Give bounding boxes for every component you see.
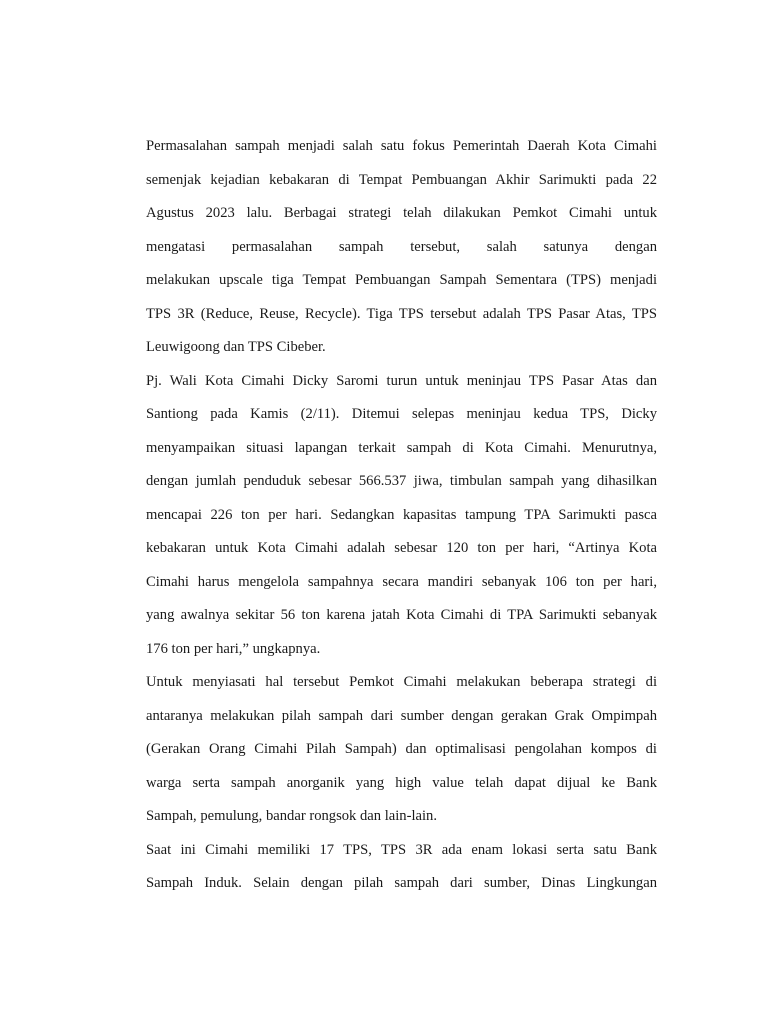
text-line: mengatasi permasalahan sampah tersebut, salah satunya dengan bbox=[146, 238, 657, 255]
text-line: (Gerakan Orang Cimahi Pilah Sampah) dan optimalisasi pengolahan kompos di bbox=[146, 741, 657, 757]
text-line: menyampaikan situasi lapangan terkait sampah di Kota Cimahi. Menurutnya, bbox=[146, 439, 657, 456]
paragraph bbox=[146, 130, 657, 365]
text-line: Pj. Wali Kota Cimahi Dicky Saromi turun untuk meninjau TPS Pasar Atas dan bbox=[146, 372, 657, 389]
text-line: semenjak kejadian kebakaran di Tempat Pembuangan Akhir Sarimukti pada 22 bbox=[146, 171, 657, 188]
text-line: dengan jumlah penduduk sebesar 566.537 jiwa, timbulan sampah yang dihasilkan bbox=[146, 473, 657, 489]
paragraph bbox=[146, 365, 657, 667]
text-line: TPS 3R (Reduce, Reuse, Recycle). Tiga TPS tersebut adalah TPS Pasar Atas, TPS bbox=[146, 305, 657, 322]
text-line: warga serta sampah anorganik yang high value telah dapat dijual ke Bank bbox=[146, 774, 657, 791]
text-line: yang awalnya sekitar 56 ton karena jatah Kota Cimahi di TPA Sarimukti sebanyak bbox=[146, 607, 657, 623]
paragraph bbox=[146, 666, 657, 834]
text-line: Santiong pada Kamis (2/11). Ditemui selepas meninjau kedua TPS, Dicky bbox=[146, 406, 657, 422]
text-line: Untuk menyiasati hal tersebut Pemkot Cimahi melakukan beberapa strategi di bbox=[146, 674, 657, 690]
text-line: kebakaran untuk Kota Cimahi adalah sebesar 120 ton per hari, “Artinya Kota bbox=[146, 540, 657, 556]
text-line: Cimahi harus mengelola sampahnya secara mandiri sebanyak 106 ton per hari, bbox=[146, 573, 657, 590]
text-line: Sampah, pemulung, bandar rongsok dan lain-lain. bbox=[146, 808, 437, 824]
text-line: Sampah Induk. Selain dengan pilah sampah dari sumber, Dinas Lingkungan bbox=[146, 875, 657, 891]
paragraph bbox=[146, 834, 657, 901]
text-line: Leuwigoong dan TPS Cibeber. bbox=[146, 339, 326, 355]
text-line: Saat ini Cimahi memiliki 17 TPS, TPS 3R ada enam lokasi serta satu Bank bbox=[146, 841, 657, 858]
text-line: antaranya melakukan pilah sampah dari sumber dengan gerakan Grak Ompimpah bbox=[146, 707, 657, 724]
text-line: 176 ton per hari,” ungkapnya. bbox=[146, 640, 321, 657]
text-line: mencapai 226 ton per hari. Sedangkan kapasitas tampung TPA Sarimukti pasca bbox=[146, 506, 657, 523]
text-line: melakukan upscale tiga Tempat Pembuangan Sampah Sementara (TPS) menjadi bbox=[146, 272, 657, 288]
document-body bbox=[146, 130, 657, 901]
text-line: Permasalahan sampah menjadi salah satu fokus Pemerintah Daerah Kota Cimahi bbox=[146, 138, 657, 154]
text-line: Agustus 2023 lalu. Berbagai strategi telah dilakukan Pemkot Cimahi untuk bbox=[146, 205, 657, 221]
